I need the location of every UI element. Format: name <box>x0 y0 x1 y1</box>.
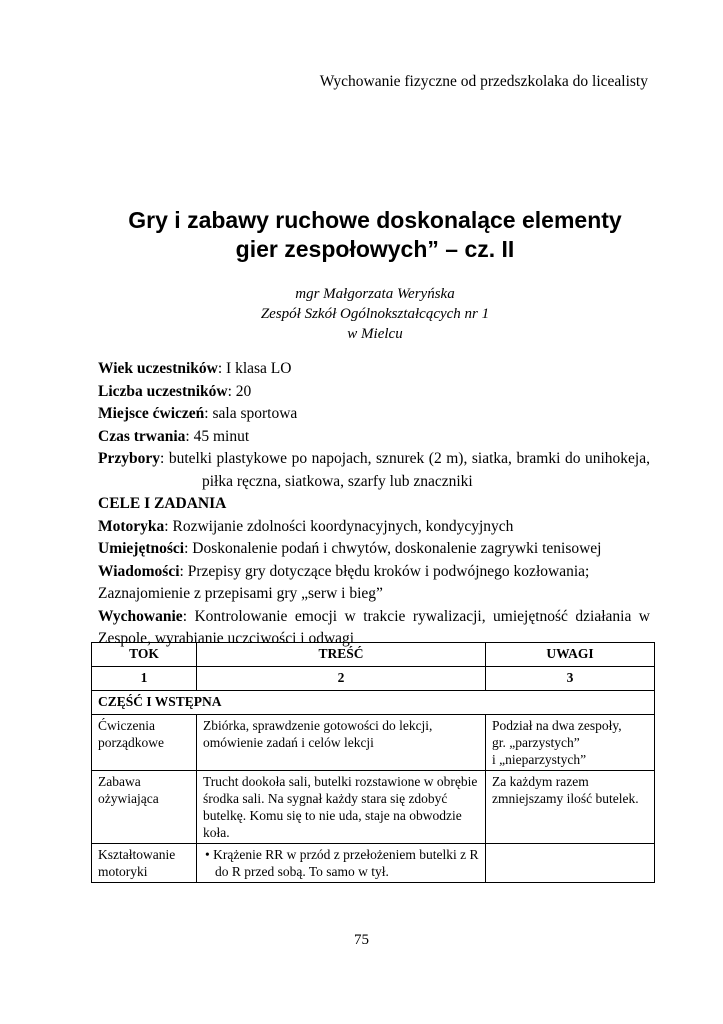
author-city: w Mielcu <box>347 326 403 342</box>
table-row <box>92 771 655 844</box>
table-row <box>92 844 655 883</box>
lesson-table <box>91 642 655 883</box>
section-title: CZĘŚĆ I WSTĘPNA <box>92 691 655 715</box>
header-tok: TOK <box>92 643 197 667</box>
cell-tok: Zabawa ożywiająca <box>92 771 197 844</box>
cell-tok: Ćwiczenia porządkowe <box>92 715 197 771</box>
table-number-row <box>92 667 655 691</box>
meta-knowledge: Wiadomości: Przepisy gry dotyczące błędu kroków i podwójnego kozłowania; <box>98 562 590 580</box>
running-header: Wychowanie fizyczne od przedszkolaka do licealisty <box>319 73 648 90</box>
page-number: 75 <box>354 932 369 948</box>
bullet-item: • Krążenie RR w przód z przełożeniem butelki z R do R przed sobą. To samo w tył. <box>205 847 479 879</box>
column-number: 1 <box>92 667 197 691</box>
meta-count: Liczba uczestników: 20 <box>98 382 252 400</box>
article-title <box>60 206 690 264</box>
cell-tok: Kształtowanie motoryki <box>92 844 197 883</box>
author-block <box>100 284 650 344</box>
meta-skills: Umiejętności: Doskonalenie podań i chwytów, doskonalenie zagrywki tenisowej <box>98 540 602 557</box>
meta-motor: Motoryka: Rozwijanie zdolności koordynacyjnych, kondycyjnych <box>98 517 514 535</box>
cell-tresc: Trucht dookoła sali, butelki rozstawione w obrębie środka sali. Na sygnał każdy stara się zdobyć butelkę. Komu się to nie uda, staje na obwodzie koła. <box>197 771 486 844</box>
meta-duration: Czas trwania: 45 minut <box>98 427 250 445</box>
table-row <box>92 715 655 771</box>
cell-uwagi: Podział na dwa zespoły, gr. „parzystych” i „nieparzystych” <box>486 715 655 771</box>
meta-place: Miejsce ćwiczeń: sala sportowa <box>98 405 298 422</box>
goals-heading: CELE I ZADANIA <box>98 495 227 512</box>
meta-equipment: Przybory: butelki plastykowe po napojach, sznurek (2 m), siatka, bramki do unihokeja, piłka ręczna, siatkowa, szarfy lub znaczniki <box>98 450 650 490</box>
meta-education: Wychowanie: Kontrolowanie emocji w trakcie rywalizacji, umiejętność działania w Zespole, wyrabianie uczciwości i odwagi <box>98 607 650 647</box>
author-school: Zespół Szkół Ogólnokształcących nr 1 <box>260 306 490 322</box>
cell-tresc: Zbiórka, sprawdzenie gotowości do lekcji, omówienie zadań i celów lekcji <box>197 715 486 771</box>
column-number: 3 <box>486 667 655 691</box>
title-line-2: gier zespołowych” – cz. II <box>235 236 515 262</box>
title-line-1: Gry i zabawy ruchowe doskonalące elementy <box>128 207 622 233</box>
lesson-metadata <box>98 358 650 651</box>
author-name: mgr Małgorzata Weryńska <box>295 286 455 302</box>
meta-knowledge-2: Zaznajomienie z przepisami gry „serw i bieg” <box>98 585 383 602</box>
header-uwagi: UWAGI <box>486 643 655 667</box>
table-section-row <box>92 691 655 715</box>
cell-tresc <box>197 844 486 883</box>
column-number: 2 <box>197 667 486 691</box>
cell-uwagi <box>486 844 655 883</box>
header-tresc: TREŚĆ <box>197 643 486 667</box>
table-header-row <box>92 643 655 667</box>
cell-uwagi: Za każdym razem zmniejszamy ilość butelek. <box>486 771 655 844</box>
meta-age: Wiek uczestników: I klasa LO <box>98 360 292 377</box>
